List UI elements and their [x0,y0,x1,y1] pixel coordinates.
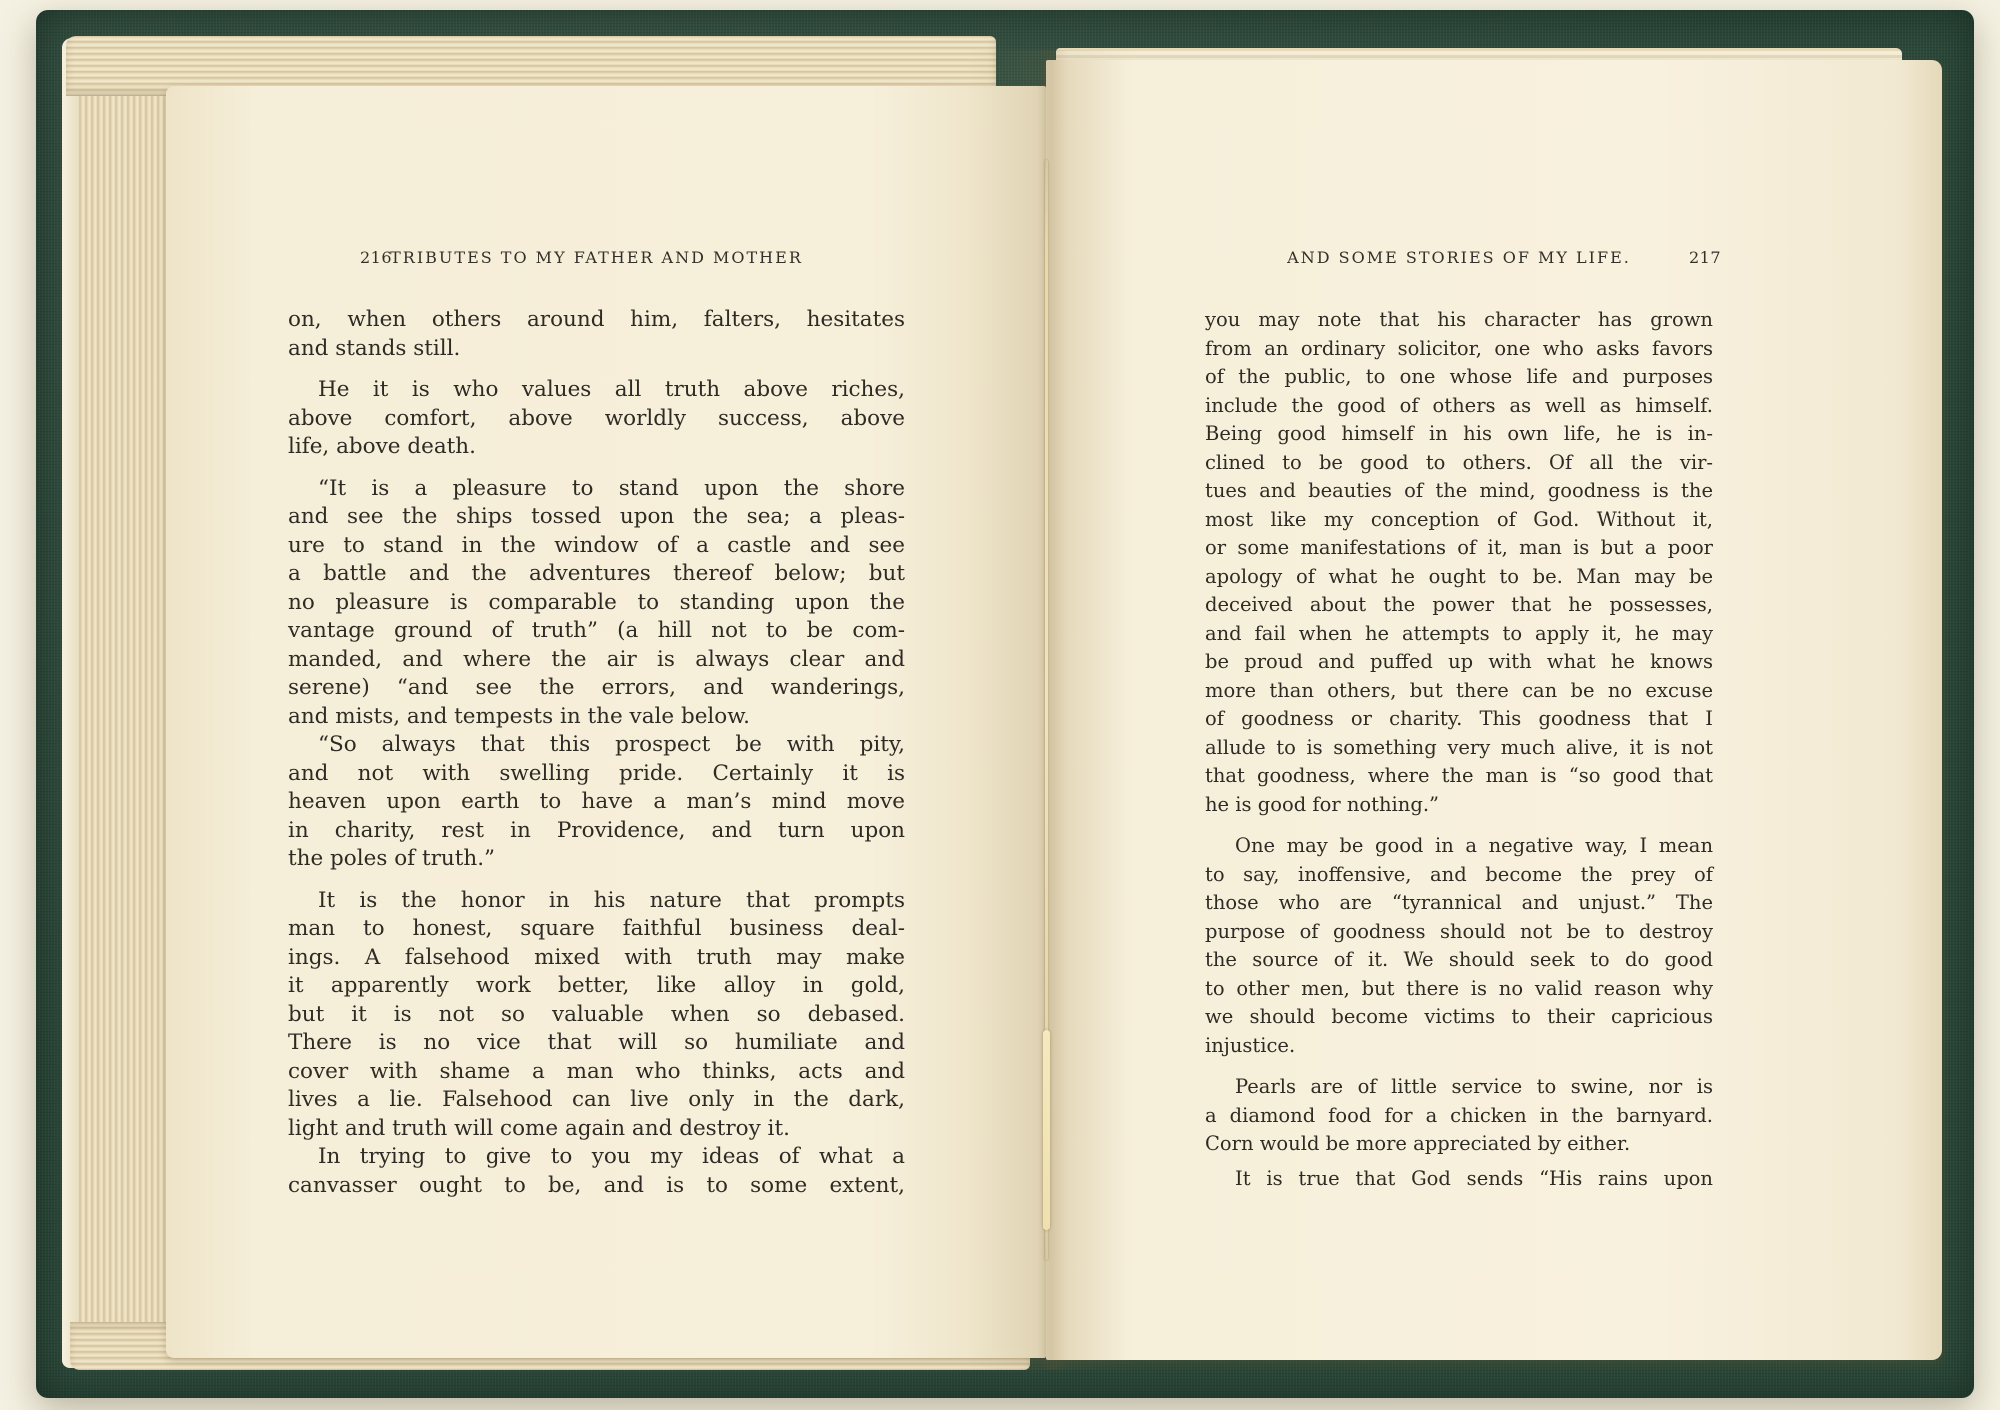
text-line: vantage ground of truth” (a hill not to be com- [288,618,905,643]
text-line: purpose of goodness should not be to destroy [1205,919,1713,943]
text-line: deceived about the power that he possesses, [1205,593,1713,616]
paragraph [288,887,905,1144]
text-line: apology of what he ought to be. Man may be [1205,564,1713,588]
text-line: There is no vice that will so humiliate and [288,1030,905,1055]
text-line: life, above death. [288,434,476,459]
text-line: man to honest, square faithful business deal- [288,916,905,941]
paragraph [1205,306,1713,819]
text-line: and mists, and tempests in the vale below. [288,703,750,729]
text-line: One may be good in a negative way, I mean [1235,834,1713,857]
text-line: in charity, rest in Providence, and turn upon [288,817,905,843]
text-line: most like my conception of God. Without it, [1205,507,1713,531]
text-line: he is good for nothing.” [1205,792,1439,816]
text-line: light and truth will come again and destroy it. [288,1115,790,1141]
text-line: canvasser ought to be, and is to some extent, [288,1172,905,1198]
text-line: to say, inoffensive, and become the prey of [1205,862,1713,886]
left-page-body [288,306,905,1200]
text-line: It is the honor in his nature that prompts [318,887,905,913]
page-number: 216 [360,248,393,267]
text-line: include the good of others as well as himself. [1205,393,1713,417]
running-header: TRIBUTES TO MY FATHER AND MOTHER [390,248,803,267]
text-line: Corn would be more appreciated by either. [1205,1132,1631,1155]
text-line: In trying to give to you my ideas of what a [318,1144,905,1169]
text-line: manded, and where the air is always clear and [288,646,905,672]
left-page-header [288,248,905,272]
right-page-text [1205,248,1721,1193]
text-line: the source of it. We should seek to do good [1205,948,1713,971]
book [36,10,1974,1398]
right-page-header [1205,248,1721,272]
text-line: of the public, to one whose life and purposes [1205,365,1713,388]
text-line: Pearls are of little service to swine, nor is [1235,1075,1713,1098]
page-number: 217 [1688,248,1721,267]
binding-stitch [1045,160,1048,1260]
text-line: from an ordinary solicitor, one who asks favors [1205,336,1713,360]
text-line: but it is not so valuable when so debased. [288,1001,905,1027]
text-line: ure to stand in the window of a castle and see [288,532,905,558]
text-line: lives a lie. Falsehood can live only in the dark, [288,1087,905,1112]
text-line: cover with shame a man who thinks, acts and [288,1058,905,1084]
paragraph [288,376,905,462]
text-line: “So always that this prospect be with pity, [318,732,905,757]
text-line: more than others, but there can be no excuse [1205,678,1713,702]
text-line: a battle and the adventures thereof below; but [288,561,905,586]
text-line: serene) “and see the errors, and wanderings, [288,675,905,700]
text-line: you may note that his character has grown [1205,308,1713,331]
text-line: He it is who values all truth above riches, [318,377,905,402]
text-line: clined to be good to others. Of all the vir- [1205,450,1713,474]
text-line: be proud and puffed up with what he knows [1205,650,1713,673]
text-line: It is true that God sends “His rains upon [1235,1166,1713,1190]
text-line: to other men, but there is no valid reason why [1205,976,1713,1000]
text-line: ings. A falsehood mixed with truth may make [288,944,905,970]
text-line: tues and beauties of the mind, goodness is the [1205,479,1713,502]
text-line: that goodness, where the man is “so good that [1205,764,1713,787]
paragraph [288,306,905,363]
text-line: we should become victims to their capricious [1205,1005,1713,1028]
paragraph [288,731,905,874]
right-page-body [1205,306,1713,1193]
text-line: of goodness or charity. This goodness that I [1205,707,1713,730]
text-line: Being good himself in his own life, he is in- [1205,422,1713,445]
text-line: those who are “tyrannical and unjust.” The [1205,891,1713,914]
text-line: and fail when he attempts to apply it, he may [1205,621,1713,645]
text-line: or some manifestations of it, man is but a poor [1205,536,1713,559]
paragraph [1205,1073,1713,1159]
paragraph [1205,1165,1713,1194]
paragraph [1205,832,1713,1060]
paragraph [288,1143,905,1200]
text-line: the poles of truth.” [288,846,496,871]
text-line: and stands still. [288,335,461,361]
text-line: above comfort, above worldly success, above [288,405,905,431]
text-line: and not with swelling pride. Certainly it is [288,760,905,786]
text-line: it apparently work better, like alloy in gold, [288,973,905,998]
text-line: no pleasure is comparable to standing upon the [288,589,905,615]
text-line: “It is a pleasure to stand upon the shore [318,475,905,501]
paragraph [288,475,905,732]
left-page-text [288,248,905,1200]
text-line: on, when others around him, falters, hesitates [288,307,905,332]
text-line: and see the ships tossed upon the sea; a pleas- [288,504,905,529]
text-line: heaven upon earth to have a man’s mind move [288,789,905,814]
text-line: allude to is something very much alive, it is not [1205,735,1713,759]
text-line: injustice. [1205,1033,1296,1057]
running-header: AND SOME STORIES OF MY LIFE. [1287,248,1631,267]
text-line: a diamond food for a chicken in the barnyard. [1205,1103,1713,1127]
